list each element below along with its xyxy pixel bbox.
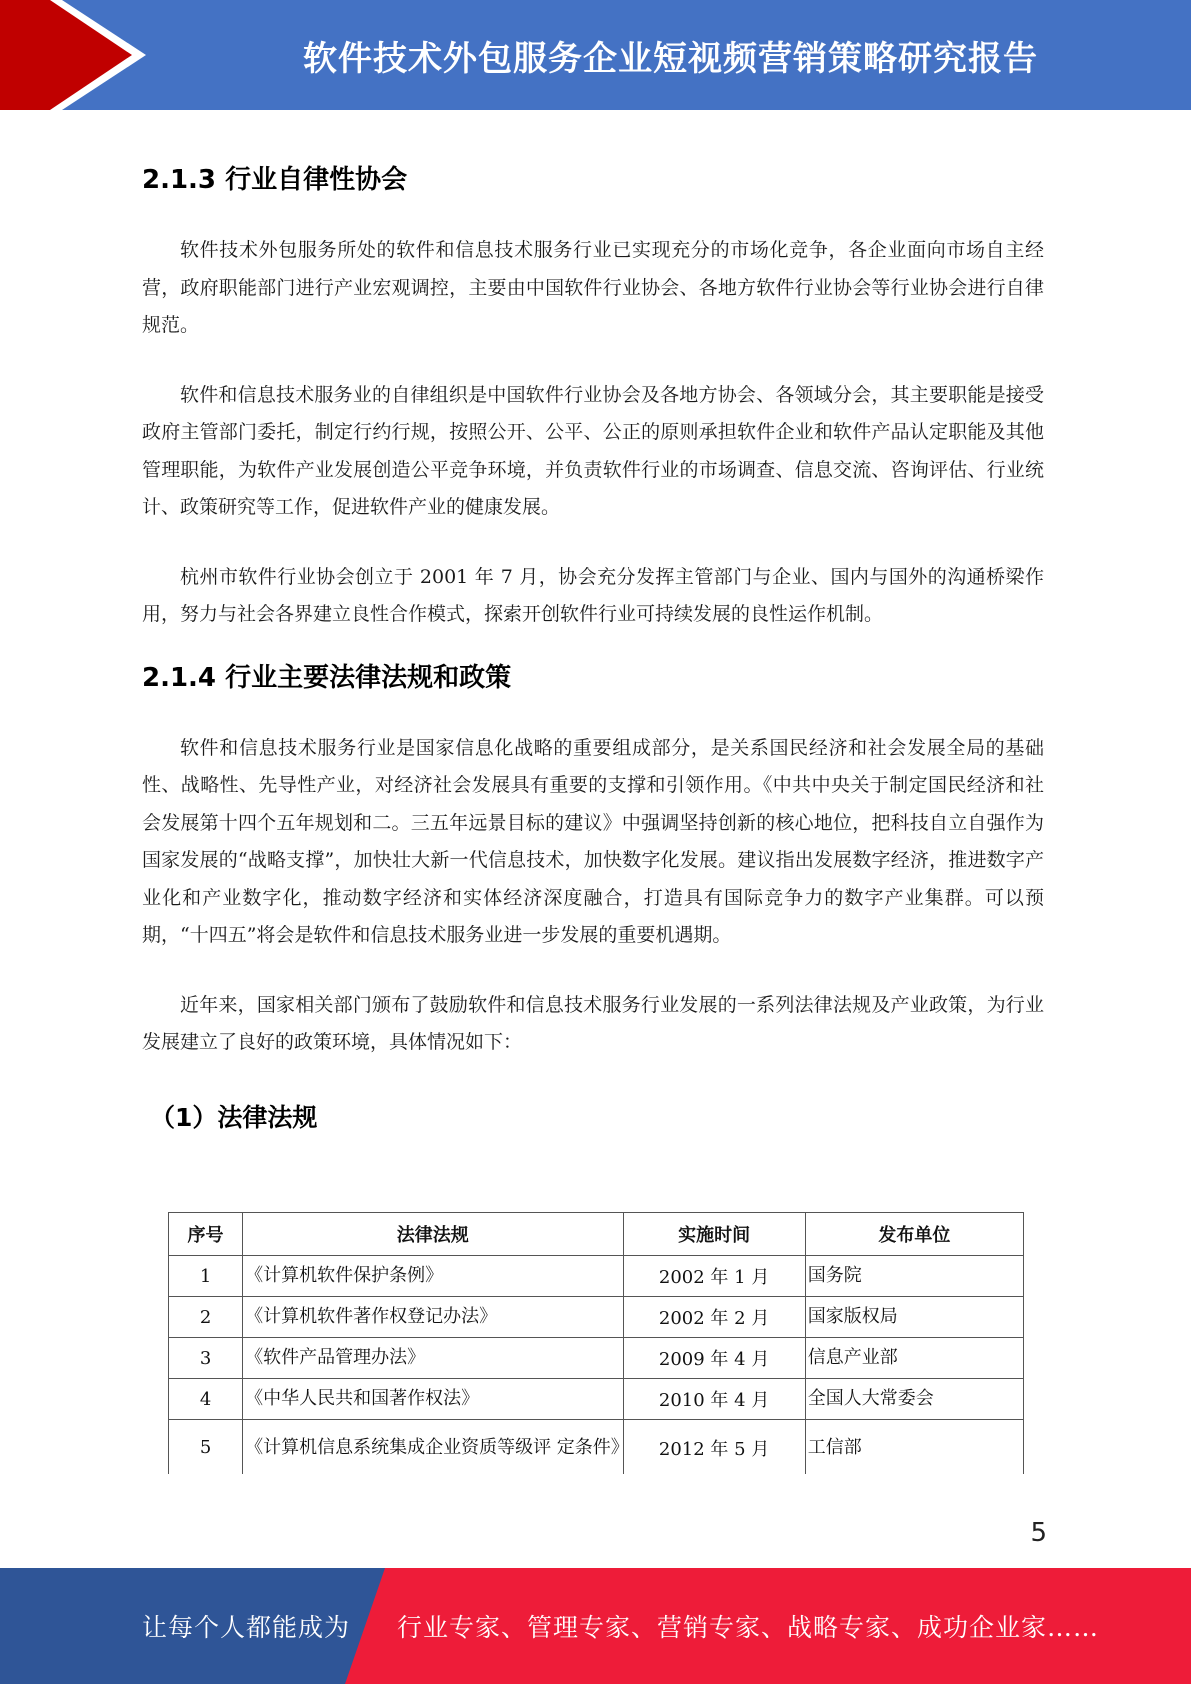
cell-law: 《计算机软件著作权登记办法》 (243, 1297, 623, 1338)
cell-index: 5 (169, 1420, 243, 1475)
column-header: 法律法规 (243, 1213, 623, 1256)
header-arrow-icon (0, 0, 160, 110)
paragraph: 软件和信息技术服务业的自律组织是中国软件行业协会及各地方协会、各领域分会，其主要职能是接受政府主管部门委托，制定行约行规，按照公开、公平、公正的原则承担软件企业和软件产品认定职能及其他管理职能，为软件产业发展创造公平竞争环境，并负责软件行业的市场调查、信息交流、咨询评估、行业统计、政策研究等工作，促进软件产业的健康发展。 (142, 383, 1044, 518)
cell-publisher: 信息产业部 (805, 1338, 1023, 1379)
footer-banner (0, 1568, 1191, 1684)
cell-publisher: 工信部 (805, 1420, 1023, 1475)
table-row (169, 1379, 1024, 1420)
table-row (169, 1420, 1024, 1475)
footer-slogan-left: 让每个人都能成为 (142, 1613, 351, 1642)
paragraph: 杭州市软件行业协会创立于 2001 年 7 月，协会充分发挥主管部门与企业、国内与国外的沟通桥梁作用，努力与社会各界建立良性合作模式，探索开创软件行业可持续发展的良性运作机制。 (142, 565, 1044, 625)
cell-index: 2 (169, 1297, 243, 1338)
cell-index: 1 (169, 1256, 243, 1297)
paragraph: 近年来，国家相关部门颁布了鼓励软件和信息技术服务行业发展的一系列法律法规及产业政策，为行业发展建立了良好的政策环境，具体情况如下： (142, 993, 1044, 1053)
column-header: 发布单位 (805, 1213, 1023, 1256)
table-row (169, 1297, 1024, 1338)
cell-publisher: 国务院 (805, 1256, 1023, 1297)
table-row (169, 1256, 1024, 1297)
cell-date: 2012 年 5 月 (623, 1420, 805, 1475)
cell-date: 2002 年 1 月 (623, 1256, 805, 1297)
cell-index: 3 (169, 1338, 243, 1379)
cell-date: 2009 年 4 月 (623, 1338, 805, 1379)
laws-table (168, 1212, 1024, 1474)
subheading-laws: （1）法律法规 (150, 1102, 318, 1132)
paragraph: 软件技术外包服务所处的软件和信息技术服务行业已实现充分的市场化竞争，各企业面向市场自主经营，政府职能部门进行产业宏观调控，主要由中国软件行业协会、各地方软件行业协会等行业协会进行自律规范。 (142, 239, 1044, 336)
header-banner (0, 0, 1191, 110)
column-header: 实施时间 (623, 1213, 805, 1256)
section-heading-2-1-3: 2.1.3 行业自律性协会 (142, 165, 408, 195)
cell-law: 《计算机信息系统集成企业资质等级评 定条件》 (243, 1420, 623, 1475)
document-body (142, 150, 1044, 1146)
cell-publisher: 国家版权局 (805, 1297, 1023, 1338)
cell-law: 《中华人民共和国著作权法》 (243, 1379, 623, 1420)
footer-slogan-right: 行业专家、管理专家、营销专家、战略专家、成功企业家…… (397, 1613, 1100, 1642)
cell-date: 2002 年 2 月 (623, 1297, 805, 1338)
cell-publisher: 全国人大常委会 (805, 1379, 1023, 1420)
section-heading-2-1-4: 2.1.4 行业主要法律法规和政策 (142, 662, 512, 693)
column-header: 序号 (169, 1213, 243, 1256)
laws-table-container (168, 1212, 1024, 1474)
cell-date: 2010 年 4 月 (623, 1379, 805, 1420)
table-row (169, 1338, 1024, 1379)
report-title: 软件技术外包服务企业短视频营销策略研究报告 (303, 38, 1038, 79)
paragraph: 软件和信息技术服务行业是国家信息化战略的重要组成部分，是关系国民经济和社会发展全局的基础性、战略性、先导性产业，对经济社会发展具有重要的支撑和引领作用。《中共中央关于制定国民经济和社会发展第十四个五年规划和二。三五年远景目标的建议》中强调坚持创新的核心地位，把科技自立自强作为国家发展的“战略支撑”，加快壮大新一代信息技术，加快数字化发展。建议指出发展数字经济，推进数字产业化和产业数字化，推动数字经济和实体经济深度融合，打造具有国际竞争力的数字产业集群。可以预期，“十四五”将会是软件和信息技术服务业进一步发展的重要机遇期。 (142, 736, 1044, 946)
page-number: 5 (1030, 1518, 1047, 1548)
cell-index: 4 (169, 1379, 243, 1420)
table-header-row (169, 1213, 1024, 1256)
cell-law: 《计算机软件保护条例》 (243, 1256, 623, 1297)
cell-law: 《软件产品管理办法》 (243, 1338, 623, 1379)
